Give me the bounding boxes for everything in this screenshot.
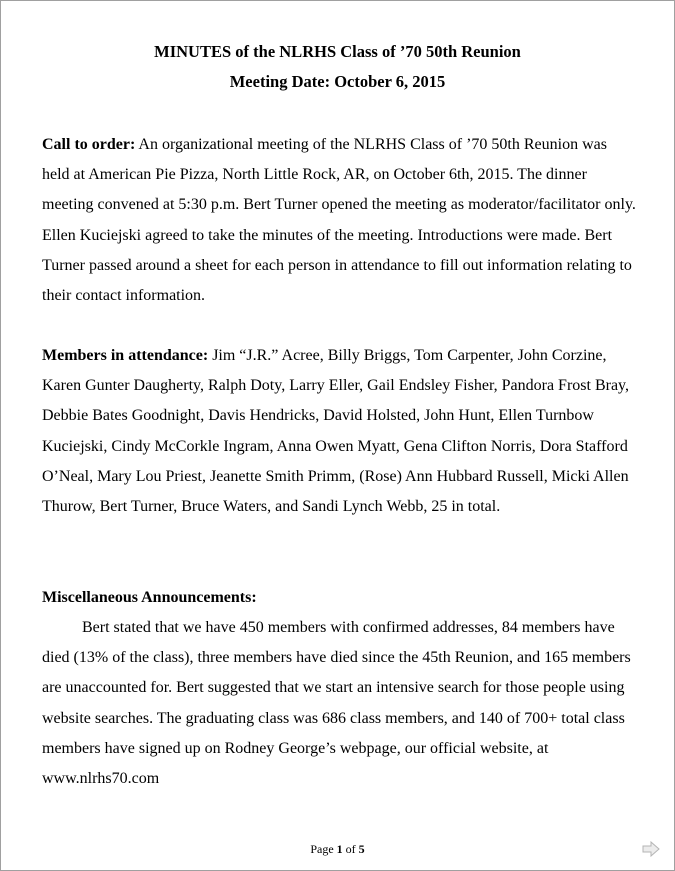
next-page-button[interactable] xyxy=(642,841,660,857)
misc-announcements-heading: Miscellaneous Announcements: xyxy=(42,589,257,606)
meeting-date: Meeting Date: October 6, 2015 xyxy=(229,72,446,91)
members-heading: Members in attendance: xyxy=(42,347,209,364)
members-paragraph xyxy=(42,341,638,522)
page-footer xyxy=(1,841,674,857)
current-page-number: 1 xyxy=(336,842,343,856)
members-text: Jim “J.R.” Acree, Billy Briggs, Tom Carpenter, John Corzine, Karen Gunter Daugherty, Ralph Doty, Larry Eller, Gail Endsley Fisher, Pandora Frost Bray, Debbie Bates Goodnight, Davis Hendricks, David Holsted, John Hunt, Ellen Turnbow Kuciejski, Cindy McCorkle Ingram, Anna Owen Myatt, Gena Clifton Norris, Dora Stafford O’Neal, Mary Lou Priest, Jeanette Smith Primm, (Rose) Ann Hubbard Russell, Micki Allen Thurow, Bert Turner, Bruce Waters, and Sandi Lynch Webb, 25 in total. xyxy=(42,347,630,516)
page-of-label: of xyxy=(342,842,359,856)
call-to-order-heading: Call to order: xyxy=(42,136,136,153)
document-title: MINUTES of the NLRHS Class of ’70 50th Reunion xyxy=(154,42,521,61)
misc-announcements-text: Bert stated that we have 450 members with confirmed addresses, 84 members have died (13% of the class), three members have died since the 45th Reunion, and 165 members are unaccounted for. Bert suggested that we start an intensive search for those people using website searches. The graduating class was 686 class members, and 140 of 700+ total class members have signed up on Rodney George’s webpage, our official website, at www.nlrhs70.com xyxy=(42,619,631,788)
call-to-order-paragraph xyxy=(42,130,638,311)
right-arrow-icon xyxy=(642,841,660,857)
page-label: Page xyxy=(310,842,337,856)
total-pages-number: 5 xyxy=(358,842,365,856)
call-to-order-text: An organizational meeting of the NLRHS Class of ’70 50th Reunion was held at American Pie Pizza, North Little Rock, AR, on October 6th, 2015. The dinner meeting convened at 5:30 p.m. Bert Turner opened the meeting as moderator/facilitator only. Ellen Kuciejski agreed to take the minutes of the meeting. Introductions were made. Bert Turner passed around a sheet for each person in attendance to fill out information relating to their contact information. xyxy=(42,136,636,305)
